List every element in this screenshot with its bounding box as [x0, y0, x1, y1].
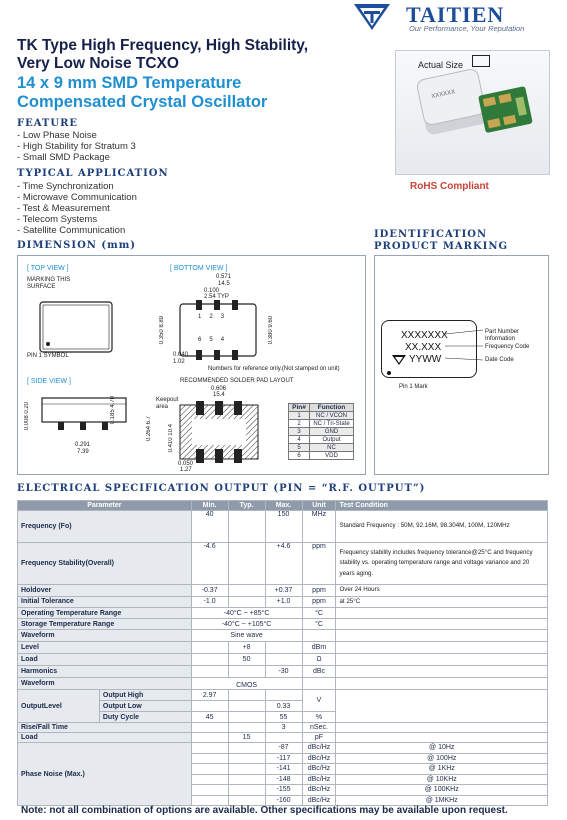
list-item: - Satellite Communication	[17, 225, 137, 236]
table-row: Waveform Sine wave	[18, 630, 548, 642]
table-row: Waveform CMOS	[18, 678, 548, 690]
dim-145: 14.5	[218, 281, 230, 287]
application-list	[17, 181, 137, 236]
footnote: Note: not all combination of options are available. Other specifications may be available upon request.	[21, 805, 508, 816]
side-view-label: [ SIDE VIEW ]	[27, 378, 71, 385]
list-item: - High Stability for Stratum 3	[17, 141, 136, 152]
dim-0100: 0.100	[204, 288, 220, 294]
dimension-heading: DIMENSION (mm)	[17, 240, 137, 251]
electrical-heading: ELECTRICAL SPECIFICATION OUTPUT (PIN = “R.F. OUTPUT”)	[17, 483, 426, 494]
table-row: OutputLevel Output High 2.97 V	[18, 690, 548, 701]
dim-154: 15.4	[213, 392, 225, 398]
identification-panel	[374, 255, 549, 475]
dim-254: 2.54 TYP	[204, 294, 229, 300]
table-row: 4 Output	[289, 436, 354, 444]
taitien-mark-icon	[391, 354, 407, 366]
brand-tagline: Our Performance, Your Reputation	[409, 24, 525, 33]
table-row: Output Low 0.33	[18, 701, 548, 712]
list-item: - Time Synchronization	[17, 181, 137, 192]
dimension-panel	[17, 255, 366, 475]
date-code-label: Date Code	[485, 357, 514, 363]
table-row: Harmonics -30 dBc	[18, 666, 548, 678]
dim-0571: 0.571	[216, 274, 232, 280]
list-item: - Telecom Systems	[17, 214, 137, 225]
top-view-drawing	[38, 296, 118, 358]
actual-size-label: Actual Size	[418, 60, 464, 70]
solder-layout-title: RECOMMENDED SOLDER PAD LAYOUT	[180, 378, 294, 384]
dim-0606: 0.606	[211, 386, 227, 392]
pin1-mark-label: Pin 1 Mark	[399, 384, 428, 390]
rohs-badge: RoHS Compliant	[410, 181, 489, 192]
identification-heading: IDENTIFICATION PRODUCT MARKING	[374, 229, 509, 252]
product-title: TK Type High Frequency, High Stability, Very Low Noise TCXO	[17, 37, 309, 72]
marking-surface-label: MARKING THIS SURFACE	[27, 277, 71, 290]
table-header-row: Parameter Min. Typ. Max. Unit Test Condition	[18, 501, 548, 511]
table-row: Level +8 dBm	[18, 642, 548, 654]
list-item: - Test & Measurement	[17, 203, 137, 214]
table-row: 3 GND	[289, 428, 354, 436]
dim-0380: 0.380 9.60	[268, 316, 274, 345]
table-row: Initial Tolerance -1.0 +1.0 ppm at 25°C	[18, 596, 548, 608]
table-row: Holdover -0.37 +0.37 ppm Over 24 Hours	[18, 585, 548, 597]
solder-pad-drawing	[178, 401, 264, 463]
pin-function-table: Pin# Function 1 NC / VCON 2 NC / Tri-State 3 GND 4 Output 5 NC 6 VDD	[288, 403, 354, 460]
list-item: - Low Phase Noise	[17, 130, 136, 141]
table-row: Rise/Fall Time 3 nSec.	[18, 723, 548, 733]
dim-0040: 0.040	[173, 352, 189, 358]
brand-logo	[352, 2, 562, 34]
dim-0185: 0.185 4.70	[110, 396, 116, 425]
keepout-label: Keepout area	[156, 397, 179, 410]
dim-102: 1.02	[173, 359, 185, 365]
marking-date: YYWW	[409, 354, 442, 365]
feature-list	[17, 130, 136, 163]
dim-0264: 0.264 6.7	[146, 416, 152, 442]
list-item: - Microwave Communication	[17, 192, 137, 203]
svg-text:XXXXXX: XXXXXX	[431, 89, 456, 101]
table-row: -148 dBc/Hz @ 10KHz	[18, 774, 548, 785]
table-row: Load 50 Ω	[18, 654, 548, 666]
table-row: 1 NC / VCON	[289, 412, 354, 420]
dim-0008: 0.008 0.20	[24, 402, 30, 431]
part-number-label: Part Number Information	[485, 329, 520, 342]
marking-frequency: XX.XXX	[405, 342, 442, 353]
pins-top: 123	[198, 314, 233, 320]
table-row: Frequency Stability(Overall) -4.6 +4.6 ppm Frequency stability includes frequency tolerance@25°C and frequency stability vs. operating temperature range and voltage variance and 20 years aging.	[18, 543, 548, 585]
frequency-code-label: Frequency Code	[485, 344, 530, 350]
dim-0350: 0.350 8.89	[159, 316, 165, 345]
application-heading: TYPICAL APPLICATION	[17, 168, 169, 179]
table-row: Operating Temperature Range -40°C ~ +85°C °C	[18, 608, 548, 619]
table-row: -117 dBc/Hz @ 100Hz	[18, 753, 548, 764]
table-row: 6 VDD	[289, 452, 354, 460]
bottom-view-drawing	[178, 298, 262, 364]
table-row: Frequency (Fo) 40 150 MHz Standard Frequency : 50M, 92.16M, 98.304M, 100M, 120MHz	[18, 511, 548, 543]
table-row: -160 dBc/Hz @ 1MKHz	[18, 795, 548, 806]
feature-heading: FEATURE	[17, 118, 79, 129]
table-row: Storage Temperature Range -40°C ~ +105°C °C	[18, 619, 548, 630]
dim-0410: 0.410 10.4	[168, 424, 174, 453]
brand-name: TAITIEN	[406, 2, 505, 27]
actual-size-box	[472, 55, 490, 67]
dim-739: 7.39	[77, 449, 89, 455]
list-item: - Small SMD Package	[17, 152, 136, 163]
taitien-logo-icon	[352, 2, 392, 32]
table-row: 5 NC	[289, 444, 354, 452]
dim-127: 1.27	[180, 467, 192, 473]
marking-leader-lines	[445, 328, 485, 364]
electrical-spec-table	[17, 500, 548, 806]
table-row: 2 NC / Tri-State	[289, 420, 354, 428]
table-row: Duty Cycle 45 55 %	[18, 712, 548, 723]
table-row: Phase Noise (Max.) -87 dBc/Hz @ 10Hz	[18, 743, 548, 754]
pin1-symbol-label: PIN 1 SYMBOL	[27, 353, 69, 359]
table-row: -141 dBc/Hz @ 1KHz	[18, 764, 548, 775]
dim-0050: 0.050	[178, 461, 194, 467]
pin1-dot-icon	[387, 371, 391, 375]
top-view-label: [ TOP VIEW ]	[27, 265, 69, 272]
reference-note: Numbers for reference only.(Not stamped on unit)	[208, 366, 340, 372]
bottom-view-label: [ BOTTOM VIEW ]	[170, 265, 228, 272]
dim-0291: 0.291	[75, 442, 91, 448]
table-row: Load 15 pF	[18, 733, 548, 743]
marking-part-number: XXXXXXX	[401, 330, 448, 341]
pins-bottom: 654	[198, 337, 233, 343]
table-row: -155 dBc/Hz @ 100KHz	[18, 785, 548, 796]
product-subtitle: 14 x 9 mm SMD Temperature Compensated Crystal Oscillator	[17, 74, 268, 111]
